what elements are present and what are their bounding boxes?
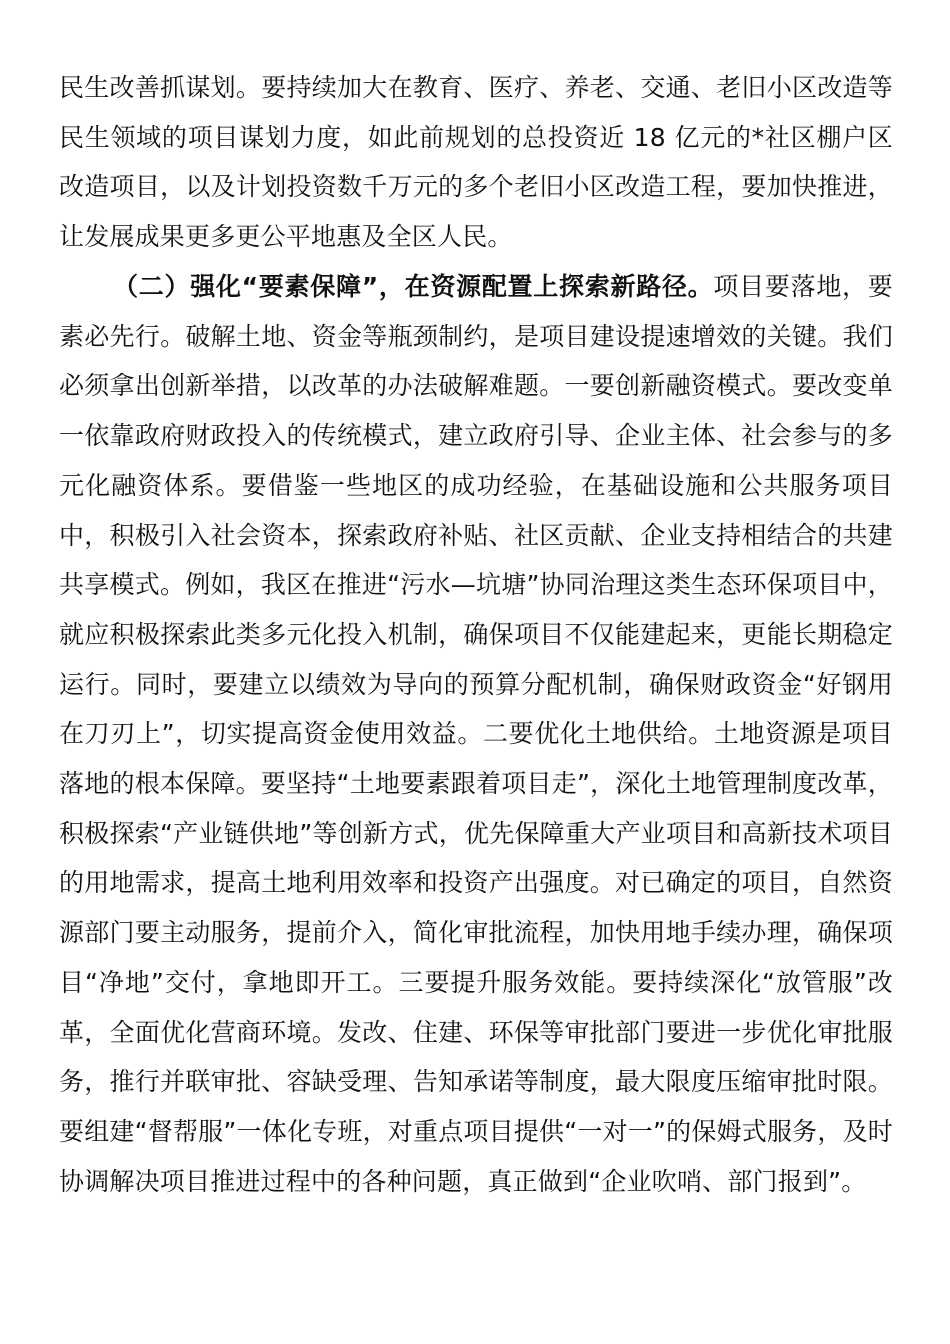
paragraph-livelihood xyxy=(59,63,893,262)
section-heading: （二）强化“要素保障”，在资源配置上探索新路径。 xyxy=(113,272,714,301)
paragraph-factor-guarantee xyxy=(59,262,893,1206)
paragraph-text: 民生改善抓谋划。要持续加大在教育、医疗、养老、交通、老旧小区改造等民生领域的项目谋划力度，如此前规划的总投资近 18 亿元的*社区棚户区改造项目，以及计划投资数千万元的多个老旧小区改造工程，要加快推进，让发展成果更多更公平地惠及全区人民。 xyxy=(59,73,893,252)
paragraph-text: 项目要落地，要素必先行。破解土地、资金等瓶颈制约，是项目建设提速增效的关键。我们必须拿出创新举措，以改革的办法破解难题。一要创新融资模式。要改变单一依靠政府财政投入的传统模式，建立政府引导、企业主体、社会参与的多元化融资体系。要借鉴一些地区的成功经验，在基础设施和公共服务项目中，积极引入社会资本，探索政府补贴、社区贡献、企业支持相结合的共建共享模式。例如，我区在推进“污水—坑塘”协同治理这类生态环保项目中，就应积极探索此类多元化投入机制，确保项目不仅能建起来，更能长期稳定运行。同时，要建立以绩效为导向的预算分配机制，确保财政资金“好钢用在刀刃上”，切实提高资金使用效益。二要优化土地供给。土地资源是项目落地的根本保障。要坚持“土地要素跟着项目走”，深化土地管理制度改革，积极探索“产业链供地”等创新方式，优先保障重大产业项目和高新技术项目的用地需求，提高土地利用效率和投资产出强度。对已确定的项目，自然资源部门要主动服务，提前介入，简化审批流程，加快用地手续办理，确保项目“净地”交付，拿地即开工。三要提升服务效能。要持续深化“放管服”改革，全面优化营商环境。发改、住建、环保等审批部门要进一步优化审批服务，推行并联审批、容缺受理、告知承诺等制度，最大限度压缩审批时限。要组建“督帮服”一体化专班，对重点项目提供“一对一”的保姆式服务，及时协调解决项目推进过程中的各种问题，真正做到“企业吹哨、部门报到”。 xyxy=(59,272,893,1196)
